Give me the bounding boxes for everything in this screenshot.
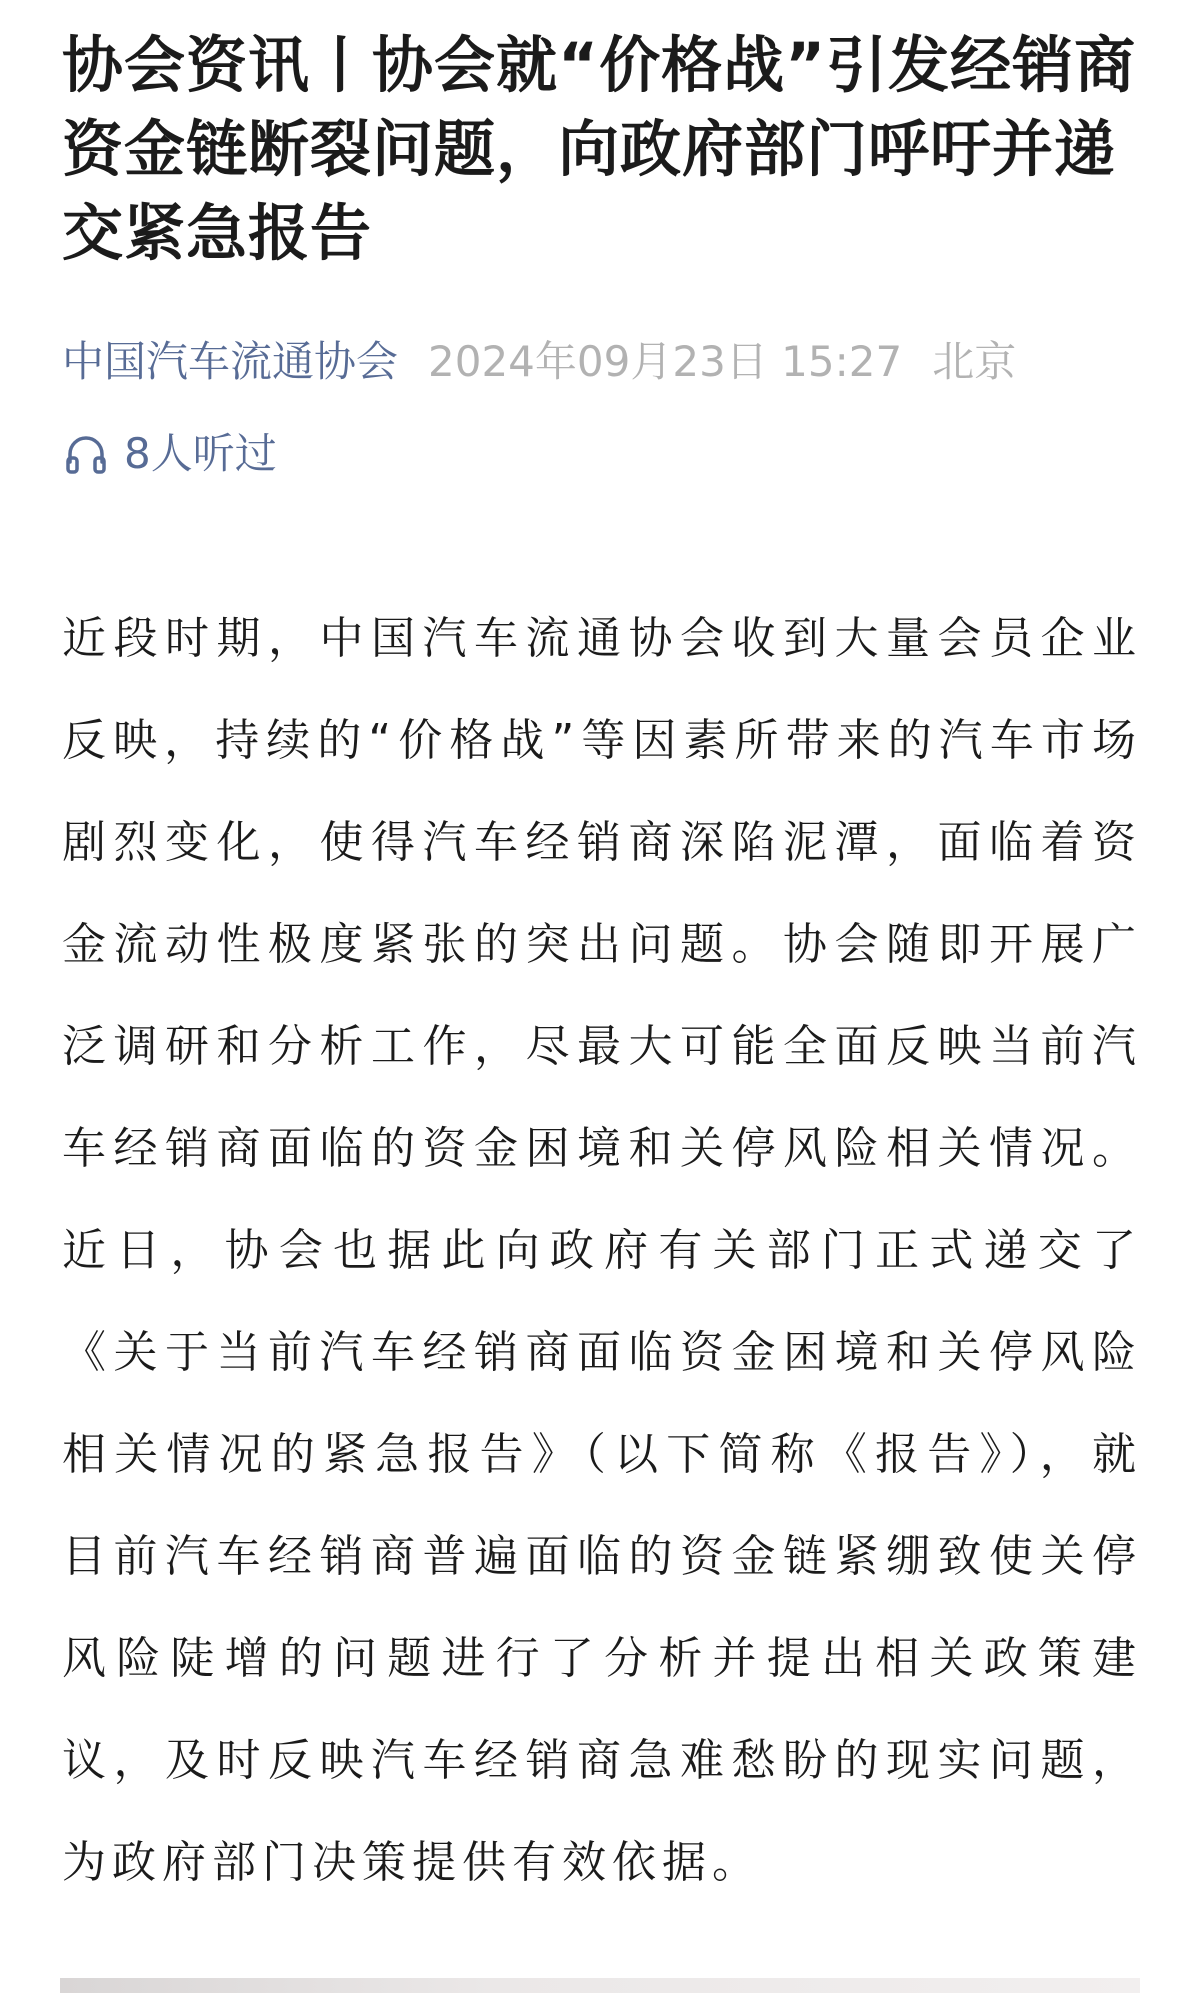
publish-location: 北京 (932, 337, 1017, 386)
source-account-link[interactable]: 中国汽车流通协会 (62, 337, 399, 386)
headphones-icon (62, 430, 110, 478)
listen-count: 8人听过 (124, 429, 277, 478)
article-image (60, 1978, 1140, 1993)
article-body: 近段时期，中国汽车流通协会收到大量会员企业反映，持续的“价格战”等因素所带来的汽车市场剧烈变化，使得汽车经销商深陷泥潭，面临着资金流动性极度紧张的突出问题。协会随即开展广泛调研和分析工作，尽最大可能全面反映当前汽车经销商面临的资金困境和关停风险相关情况。近日，协会也据此向政府有关部门正式递交了《关于当前汽车经销商面临资金困境和关停风险相关情况的紧急报告》（以下简称《报告》），就目前汽车经销商普遍面临的资金链紧绷致使关停风险陡增的问题进行了分析并提出相关政策建议，及时反映汽车经销商急难愁盼的现实问题，为政府部门决策提供有效依据。 (62, 613, 1142, 1888)
publish-date: 2024年09月23日 15:27 (428, 337, 903, 386)
listen-button[interactable] (62, 424, 277, 484)
article-title: 协会资讯丨协会就“价格战”引发经销商资金链断裂问题，向政府部门呼吁并递交紧急报告 (62, 30, 1137, 269)
article-meta (62, 332, 1016, 392)
